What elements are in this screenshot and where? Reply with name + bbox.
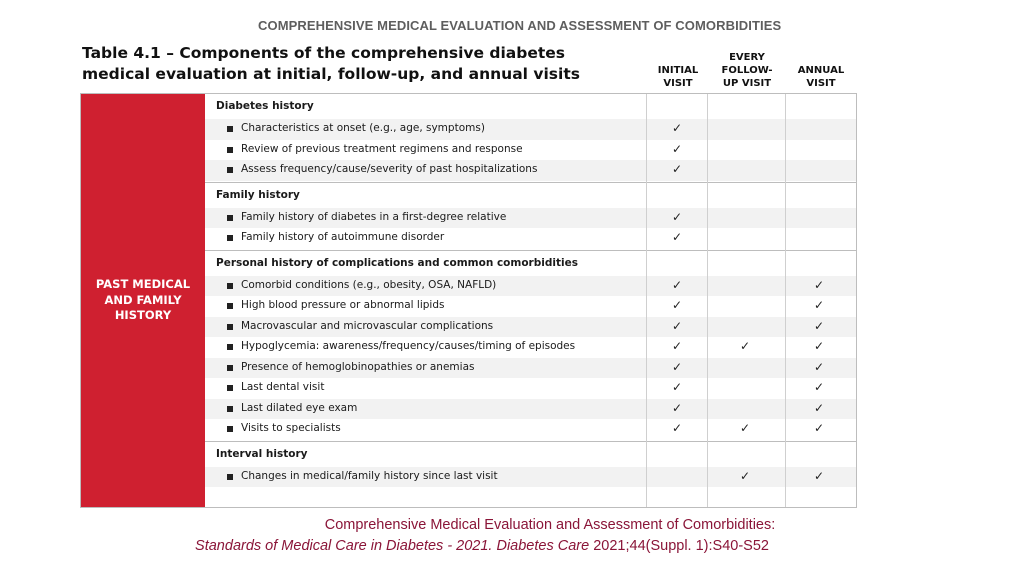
- bullet-icon: [227, 147, 233, 153]
- table-row: [205, 399, 856, 420]
- column-header-initial-line: INITIAL: [657, 65, 699, 76]
- section-heading-label: Interval history: [216, 447, 308, 460]
- row-label: Assess frequency/cause/severity of past hospitalizations: [241, 163, 538, 175]
- table-row: [205, 358, 856, 379]
- table-row: [205, 228, 856, 249]
- section-heading-label: Family history: [216, 188, 300, 201]
- column-header-followup: [712, 51, 782, 90]
- row-label: Family history of diabetes in a first-degree relative: [241, 210, 507, 223]
- check-icon-initial: ✓: [671, 277, 683, 292]
- table-title-line-1: Table 4.1 – Components of the comprehensive diabetes: [82, 44, 566, 62]
- table-row: [205, 296, 856, 317]
- bullet-icon: [227, 365, 233, 371]
- section-heading: [205, 251, 856, 276]
- bullet-icon: [227, 303, 233, 309]
- table-row: [205, 276, 856, 297]
- column-header-annual-line: VISIT: [806, 78, 836, 89]
- table-row: [205, 378, 856, 399]
- table-row: [205, 160, 856, 181]
- table-row: [205, 467, 856, 488]
- table-row: [205, 337, 856, 358]
- row-label: Hypoglycemia: awareness/frequency/causes/timing of episodes: [241, 340, 576, 352]
- check-icon-initial: ✓: [671, 121, 683, 135]
- column-divider: [646, 94, 647, 507]
- bullet-icon: [227, 474, 233, 480]
- row-label: Presence of hemoglobinopathies or anemias: [241, 360, 475, 373]
- check-icon-initial: ✓: [671, 400, 683, 415]
- row-label: Review of previous treatment regimens and response: [241, 142, 523, 155]
- bullet-icon: [227, 406, 233, 412]
- bullet-icon: [227, 324, 233, 330]
- bullet-icon: [227, 385, 233, 391]
- table-title: [82, 43, 580, 85]
- bullet-icon: [227, 235, 233, 241]
- column-header-annual-line: ANNUAL: [797, 65, 845, 76]
- section-heading: [205, 442, 856, 467]
- check-icon-followup: ✓: [739, 468, 751, 483]
- side-label-band: [81, 94, 205, 507]
- check-icon-initial: ✓: [671, 162, 683, 176]
- table-row: [205, 419, 856, 440]
- side-label: [88, 277, 198, 324]
- column-header-followup-line: EVERY: [729, 52, 765, 63]
- column-divider: [785, 94, 786, 507]
- section-heading-label: Diabetes history: [216, 100, 314, 112]
- caption-citation-italic: Standards of Medical Care in Diabetes - 2021. Diabetes Care: [195, 538, 590, 554]
- column-header-followup-line: UP VISIT: [722, 78, 772, 89]
- check-icon-initial: ✓: [671, 421, 683, 435]
- row-label: Last dental visit: [241, 381, 325, 393]
- bullet-icon: [227, 167, 233, 173]
- side-label-line: PAST MEDICAL: [95, 277, 191, 292]
- row-label: Characteristics at onset (e.g., age, symptoms): [241, 122, 485, 134]
- bullet-icon: [227, 215, 233, 221]
- row-label: Last dilated eye exam: [241, 401, 358, 414]
- check-icon-annual: ✓: [813, 318, 825, 333]
- check-icon-initial: ✓: [671, 359, 683, 374]
- check-icon-annual: ✓: [813, 468, 825, 483]
- section-heading-label: Personal history of complications and common comorbidities: [216, 256, 578, 269]
- section-heading: [205, 94, 856, 119]
- caption-line-2: [0, 538, 994, 554]
- table-title-line-2: medical evaluation at initial, follow-up, and annual visits: [82, 65, 580, 83]
- check-icon-followup: ✓: [739, 421, 751, 435]
- check-icon-annual: ✓: [813, 359, 825, 374]
- bullet-icon: [227, 426, 233, 432]
- check-icon-initial: ✓: [671, 209, 683, 224]
- column-header-annual: [790, 64, 852, 90]
- caption-citation-rest: 2021;44(Suppl. 1):S40-S52: [589, 538, 769, 554]
- bullet-icon: [227, 126, 233, 132]
- table-row: [205, 208, 856, 229]
- check-icon-initial: ✓: [671, 141, 683, 156]
- table-row: [205, 317, 856, 338]
- table-row: [205, 119, 856, 140]
- check-icon-initial: ✓: [671, 318, 683, 333]
- check-icon-initial: ✓: [671, 339, 683, 353]
- column-header-initial-line: VISIT: [663, 78, 693, 89]
- side-label-line: AND FAMILY: [104, 292, 182, 307]
- check-icon-annual: ✓: [813, 277, 825, 292]
- side-label-line: HISTORY: [114, 308, 172, 323]
- row-label: Macrovascular and microvascular complications: [241, 319, 494, 332]
- check-icon-annual: ✓: [813, 400, 825, 415]
- row-label: Changes in medical/family history since last visit: [241, 469, 498, 482]
- check-icon-initial: ✓: [671, 230, 683, 244]
- column-header-initial: [652, 64, 704, 90]
- caption-line-1: Comprehensive Medical Evaluation and Assessment of Comorbidities:: [324, 517, 776, 533]
- check-icon-annual: ✓: [813, 421, 825, 435]
- check-icon-annual: ✓: [813, 298, 825, 312]
- section-heading: [205, 183, 856, 208]
- check-icon-initial: ✓: [671, 298, 683, 312]
- page-header: COMPREHENSIVE MEDICAL EVALUATION AND ASSESSMENT OF COMORBIDITIES: [258, 18, 782, 33]
- check-icon-followup: ✓: [739, 339, 751, 353]
- column-divider: [707, 94, 708, 507]
- row-label: Comorbid conditions (e.g., obesity, OSA, NAFLD): [241, 278, 497, 291]
- check-icon-annual: ✓: [813, 380, 825, 394]
- table-row: [205, 140, 856, 161]
- check-icon-initial: ✓: [671, 380, 683, 394]
- bullet-icon: [227, 344, 233, 350]
- row-label: Family history of autoimmune disorder: [241, 231, 445, 243]
- column-header-followup-line: FOLLOW-: [721, 65, 773, 76]
- bullet-icon: [227, 283, 233, 289]
- evaluation-table: [80, 93, 857, 508]
- row-label: Visits to specialists: [241, 422, 341, 434]
- row-label: High blood pressure or abnormal lipids: [241, 299, 445, 311]
- check-icon-annual: ✓: [813, 339, 825, 353]
